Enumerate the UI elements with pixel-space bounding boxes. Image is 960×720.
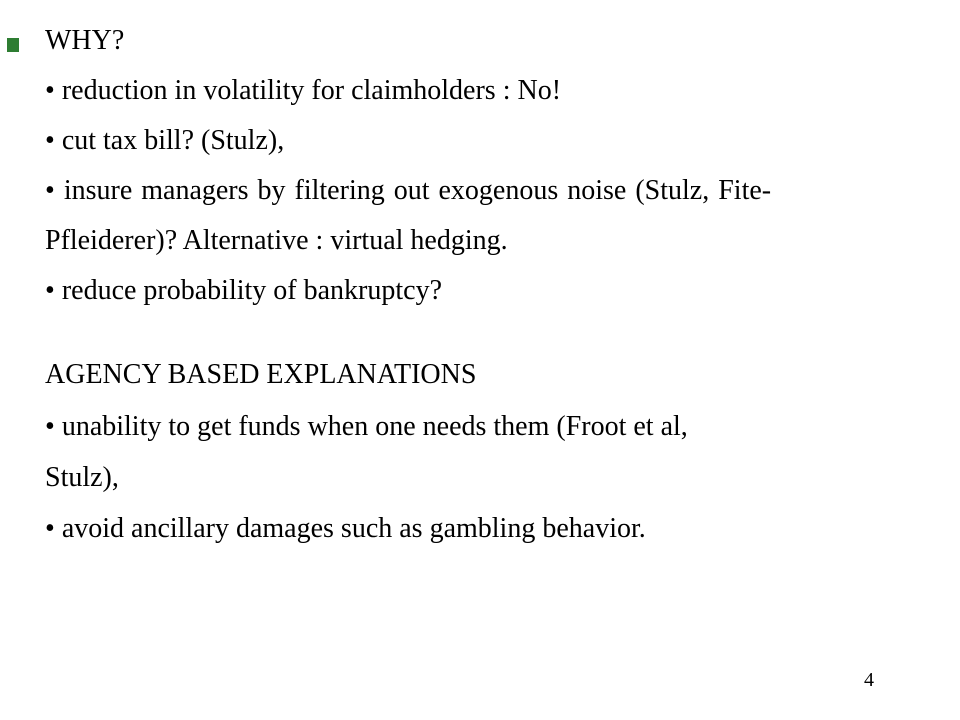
square-bullet-icon — [7, 38, 19, 52]
bullet-continuation: Pfleiderer)? Alternative : virtual hedging. — [45, 225, 508, 256]
heading-agency: AGENCY BASED EXPLANATIONS — [45, 359, 477, 390]
bullet-item: • cut tax bill? (Stulz), — [45, 124, 284, 158]
bullet-item: • insure managers by filtering out exogenous noise (Stulz, Fite- — [45, 174, 771, 208]
page-number: 4 — [864, 669, 874, 691]
bullet-continuation: Stulz), — [45, 462, 119, 493]
bullet-item: • unability to get funds when one needs them (Froot et al, — [45, 410, 688, 444]
bullet-item: • reduce probability of bankruptcy? — [45, 274, 442, 308]
bullet-item: • avoid ancillary damages such as gambling behavior. — [45, 512, 646, 546]
bullet-item: • reduction in volatility for claimholders : No! — [45, 74, 561, 108]
heading-why: WHY? — [45, 25, 125, 56]
